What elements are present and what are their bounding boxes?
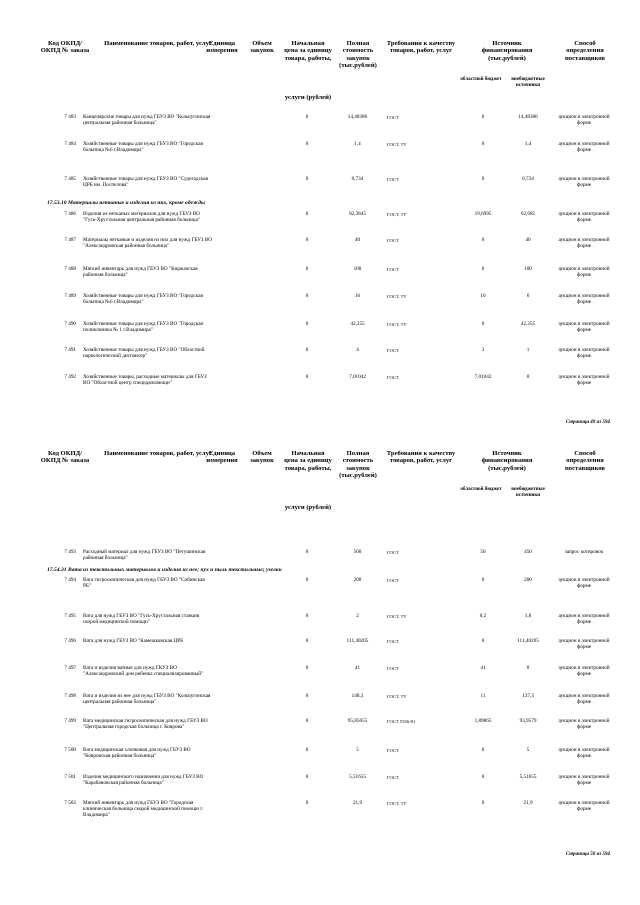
quality-requirement: ГОСТ 5556-81: [387, 719, 416, 724]
regional-budget: 0: [481, 747, 485, 753]
row-number: 7 493: [64, 549, 76, 555]
item-name: Расходный материал для нужд ГБУЗ ВО "Петушинская районная больница": [83, 549, 206, 561]
quality-requirement: ГОСТ: [387, 177, 399, 182]
extrabudget-amount: 6: [526, 293, 530, 299]
regional-budget: 41: [480, 665, 486, 671]
item-name: Вата и изделия ватные для нужд ГКУЗ ВО "Александровский дом ребенка специализированный": [83, 665, 204, 677]
item-name: Вата для нужд ГБУЗ ВО "Камешковская ЦРБ: [83, 638, 184, 644]
extrabudget-amount: 5: [526, 747, 530, 753]
total-cost: 111,40205: [346, 638, 369, 644]
section-heading: 17.53.10 Материалы нетканые и изделия из них, кроме одежды: [47, 200, 205, 206]
total-cost: 0,734: [351, 176, 364, 182]
header-extrabudget: внебюджетные источники: [511, 77, 545, 88]
extrabudget-amount: 0: [526, 374, 530, 380]
procurement-method: аукцион в электронной форме: [558, 613, 610, 625]
quality-requirement: ГОСТ: [387, 238, 399, 243]
total-cost: 42,255: [350, 321, 365, 327]
unit-price: 0: [305, 718, 309, 724]
unit-price: 0: [305, 211, 309, 217]
row-number: 7 496: [64, 638, 76, 644]
row-number: 7 491: [64, 347, 76, 353]
header-total: Полная стоимость закупок (тыс.рублей): [339, 450, 377, 480]
regional-budget: 0: [481, 141, 485, 147]
quality-requirement: ГОСТ, ТУ: [387, 294, 407, 299]
unit-price: 0: [305, 800, 309, 806]
procurement-method: аукцион в электронной форме: [558, 293, 610, 305]
total-cost: 1,4: [354, 141, 361, 147]
regional-budget: 0: [481, 638, 485, 644]
section-heading: 17.54.31 Вата из текстильных материалов и изделия из нее; пух и пыль текстильные; узелки: [47, 567, 282, 573]
extrabudget-amount: 62,685: [520, 211, 536, 217]
total-cost: 200: [353, 577, 362, 583]
procurement-method: аукцион в электронной форме: [558, 774, 610, 786]
extrabudget-amount: 200: [524, 577, 532, 583]
unit-price: 0: [305, 176, 309, 182]
quality-requirement: ГОСТ, ТУ: [387, 322, 407, 327]
header-price: Начальная цена за единицу товара, работы,: [284, 450, 332, 472]
regional-budget: 0: [481, 237, 485, 243]
extrabudget-amount: 0,734: [522, 176, 534, 182]
header-source: Источник финансирования (тыс.рублей): [481, 450, 533, 472]
item-name: Хозяйственные товары для нужд ГБУЗ ВО "Судогодская ЦРБ им. Поспелова": [83, 176, 208, 188]
unit-price: 0: [305, 237, 309, 243]
item-name: Вата гигроскопическая для нужд ГБУЗ ВО "Собинская РБ": [83, 577, 205, 589]
header-method: Способ определения поставщиков: [565, 40, 605, 62]
row-number: 7 499: [64, 718, 76, 724]
item-name: Канцелярские товары для нужд ГБУЗ ВО "Кольчугинская центральная районная больница": [83, 114, 211, 126]
procurement-method: аукцион в электронной форме: [558, 141, 610, 153]
row-number: 7 488: [64, 266, 76, 272]
procurement-method: запрос котировок: [564, 549, 604, 555]
extrabudget-amount: 1: [526, 347, 530, 353]
row-number: 7 502: [64, 800, 76, 806]
extrabudget-amount: 93,9579: [519, 718, 537, 724]
regional-budget: 0: [481, 176, 485, 182]
row-number: 7 484: [64, 141, 76, 147]
procurement-method: аукцион в электронной форме: [558, 577, 610, 589]
unit-price: 0: [305, 141, 309, 147]
header-requirements: Требования к качеству товаров, работ, услуг: [386, 40, 456, 55]
item-name: Хозяйственные товары для нужд ГБУЗ ВО "Городская больница №6 г.Владимира": [83, 141, 203, 153]
unit-price: 0: [305, 577, 309, 583]
row-number: 7 483: [64, 114, 76, 120]
total-cost: 16: [354, 293, 361, 299]
header-name: Наименование товаров, работ, услуг: [104, 40, 212, 47]
procurement-method: аукцион в электронной форме: [558, 747, 610, 759]
unit-price: 0: [305, 374, 309, 380]
total-cost: 2: [356, 613, 359, 619]
row-number: 7 501: [64, 774, 76, 780]
regional-budget: 3: [481, 347, 485, 353]
unit-price: 0: [305, 774, 309, 780]
procurement-method: аукцион в электронной форме: [558, 693, 610, 705]
header-requirements: Требования к качеству товаров, работ, услуг: [386, 450, 456, 465]
procurement-method: аукцион в электронной форме: [558, 266, 610, 278]
procurement-method: аукцион в электронной форме: [558, 321, 610, 333]
row-number: 7 490: [64, 321, 76, 327]
quality-requirement: ГОСТ: [387, 375, 399, 380]
header-extrabudget: внебюджетные источники: [511, 487, 545, 498]
unit-price: 0: [305, 321, 309, 327]
header-volume: Объем закупок: [250, 40, 274, 55]
quality-requirement: ГОСТ: [387, 348, 399, 353]
extrabudget-amount: 40: [525, 237, 531, 243]
procurement-method: аукцион в электронной форме: [558, 718, 610, 730]
regional-budget: 10: [480, 293, 486, 299]
regional-budget: 19,6995: [474, 211, 492, 217]
regional-budget: 0: [481, 577, 485, 583]
procurement-method: аукцион в электронной форме: [558, 211, 610, 223]
unit-price: 0: [305, 665, 309, 671]
total-cost: 5: [356, 747, 359, 753]
extrabudget-amount: 5,51655: [519, 774, 537, 780]
procurement-method: аукцион в электронной форме: [558, 665, 610, 677]
extrabudget-amount: 1,8: [524, 613, 532, 619]
extrabudget-amount: 21,9: [523, 800, 533, 806]
extrabudget-amount: 450: [524, 549, 532, 555]
extrabudget-amount: 100: [524, 266, 532, 272]
regional-budget: 1,89865: [474, 718, 492, 724]
total-cost: 21,9: [352, 800, 363, 806]
document-page-49: [0, 0, 640, 450]
regional-budget: 0: [481, 800, 485, 806]
extrabudget-amount: 14,48386: [518, 114, 538, 120]
total-cost: 5,51655: [349, 774, 366, 780]
header-regional: областной бюджет: [460, 487, 502, 492]
row-number: 7 489: [64, 293, 76, 299]
regional-budget: 0: [481, 774, 485, 780]
header-regional: областной бюджет: [460, 77, 502, 82]
total-cost: 7,01042: [349, 374, 366, 380]
total-cost: 4: [356, 347, 359, 353]
header-volume: Объем закупок: [250, 450, 274, 465]
row-number: 7 486: [64, 211, 76, 217]
total-cost: 148,3: [351, 693, 364, 699]
item-name: Хозяйственные товары для нужд ГБУЗ ВО "Городская больница №6 г.Владимира": [83, 293, 203, 305]
quality-requirement: ГОСТ, ТУ: [387, 801, 407, 806]
regional-budget: 0,2: [479, 613, 487, 619]
procurement-method: аукцион в электронной форме: [558, 347, 610, 359]
quality-requirement: ГОСТ, ТУ: [387, 212, 407, 217]
regional-budget: 0: [481, 321, 485, 327]
row-number: 7 494: [64, 577, 76, 583]
extrabudget-amount: 111,40205: [517, 638, 539, 644]
extrabudget-amount: 42,255: [520, 321, 536, 327]
procurement-method: аукцион в электронной форме: [558, 800, 610, 812]
regional-budget: 0: [481, 114, 485, 120]
quality-requirement: ГОСТ: [387, 267, 399, 272]
quality-requirement: ГОСТ, ТУ: [387, 694, 407, 699]
item-name: Изделия из нетканых материалов для нужд ГБУЗ ВО "Гусь-Хрустальная центральная районная больница": [83, 211, 200, 223]
unit-price: 0: [305, 613, 309, 619]
page-footer: Страница 50 из 594: [565, 852, 610, 857]
quality-requirement: ГОСТ: [387, 775, 399, 780]
page-footer: Страница 49 из 594: [565, 420, 610, 425]
item-name: Изделия медицинского назначения для нужд ГБУЗ ВО "Карабановская районная больница": [83, 774, 204, 786]
header-source: Источник финансирования (тыс.рублей): [481, 40, 533, 62]
quality-requirement: ГОСТ: [387, 578, 399, 583]
unit-price: 0: [305, 693, 309, 699]
item-name: Вата медицинская хлопковая для нужд ГБУЗ ВО "Ковровская районная больница": [83, 747, 191, 759]
quality-requirement: ГОСТ: [387, 550, 399, 555]
procurement-method: аукцион в электронной форме: [558, 114, 610, 126]
extrabudget-amount: 137,3: [522, 693, 534, 699]
item-name: Хозяйственные товары, расходные материалы для ГБУЗ ВО "Областной центр специдмпомощи": [83, 374, 207, 386]
document-page-50: [0, 452, 640, 905]
row-number: 7 487: [64, 237, 76, 243]
item-name: Вата и изделия из нее для нужд ГБУЗ ВО "Кольчугинская центральная районная больница": [83, 693, 211, 705]
item-name: Вата медицинская гигроскопическая для нужд ГБУЗ ВО "Центральная городская больница г. Коврова": [83, 718, 208, 730]
item-name: Хозяйственные товары для нужд ГБУЗ ВО "Областной наркологический диспансер": [83, 347, 205, 359]
extrabudget-amount: 1,4: [524, 141, 532, 147]
procurement-method: аукцион в электронной форме: [558, 638, 610, 650]
unit-price: 0: [305, 266, 309, 272]
header-method: Способ определения поставщиков: [565, 450, 605, 472]
quality-requirement: ГОСТ, ТУ: [387, 142, 407, 147]
total-cost: 40: [354, 237, 361, 243]
unit-price: 0: [305, 347, 309, 353]
unit-price: 0: [305, 638, 309, 644]
procurement-method: аукцион в электронной форме: [558, 374, 610, 386]
row-number: 7 492: [64, 374, 76, 380]
regional-budget: 11: [480, 693, 486, 699]
item-name: Хозяйственные товары для нужд ГБУЗ ВО "Городская поликлиника № 1 г.Владимира": [83, 321, 203, 333]
total-cost: 14,48386: [347, 114, 368, 120]
row-number: 7 495: [64, 613, 76, 619]
total-cost: 82,3845: [349, 211, 366, 217]
regional-budget: 7,01042: [474, 374, 492, 380]
header-total: Полная стоимость закупок (тыс.рублей): [339, 40, 377, 70]
item-name: Мягкий инвентарь для нужд ГБУЗ ВО "Киржачская районная больница": [83, 266, 198, 278]
total-cost: 100: [353, 266, 362, 272]
quality-requirement: ГОСТ, ТУ: [387, 614, 407, 619]
header-price-services: услуги (рублей): [284, 504, 332, 511]
quality-requirement: ГОСТ: [387, 666, 399, 671]
quality-requirement: ГОСТ: [387, 748, 399, 753]
unit-price: 0: [305, 114, 309, 120]
unit-price: 0: [305, 747, 309, 753]
item-name: Вата для нужд ГБУЗ ВО "Гусь-Хрустальная станция скорой медицинской помощи": [83, 613, 200, 625]
procurement-method: аукцион в электронной форме: [558, 237, 610, 249]
header-code: Код ОКПД/ ОКПД № заказа: [40, 40, 90, 55]
total-cost: 500: [353, 549, 362, 555]
row-number: 7 500: [64, 747, 76, 753]
header-price: Начальная цена за единицу товара, работы,: [284, 40, 332, 62]
header-unit: Единица измерения: [206, 450, 238, 465]
total-cost: 95,85655: [347, 718, 368, 724]
quality-requirement: ГОСТ: [387, 115, 399, 120]
header-unit: Единица измерения: [206, 40, 238, 55]
unit-price: 0: [305, 549, 309, 555]
item-name: Материалы нетканые и изделия из них для нужд ГБУЗ ВО "Александровская районная больница": [83, 237, 212, 249]
header-name: Наименование товаров, работ, услуг: [104, 450, 212, 457]
procurement-method: аукцион в электронной форме: [558, 176, 610, 188]
row-number: 7 497: [64, 665, 76, 671]
unit-price: 0: [305, 293, 309, 299]
header-code: Код ОКПД/ ОКПД № заказа: [40, 450, 90, 465]
row-number: 7 498: [64, 693, 76, 699]
item-name: Мягкий инвентарь для нужд ГБУЗ ВО "Городская клиническая больница скорой медицинской помощи г. Владимира": [83, 800, 204, 818]
row-number: 7 485: [64, 176, 76, 182]
total-cost: 41: [354, 665, 361, 671]
extrabudget-amount: 0: [526, 665, 530, 671]
header-price-services: услуги (рублей): [284, 94, 332, 101]
regional-budget: 0: [481, 266, 485, 272]
regional-budget: 50: [480, 549, 486, 555]
quality-requirement: ГОСТ: [387, 639, 399, 644]
